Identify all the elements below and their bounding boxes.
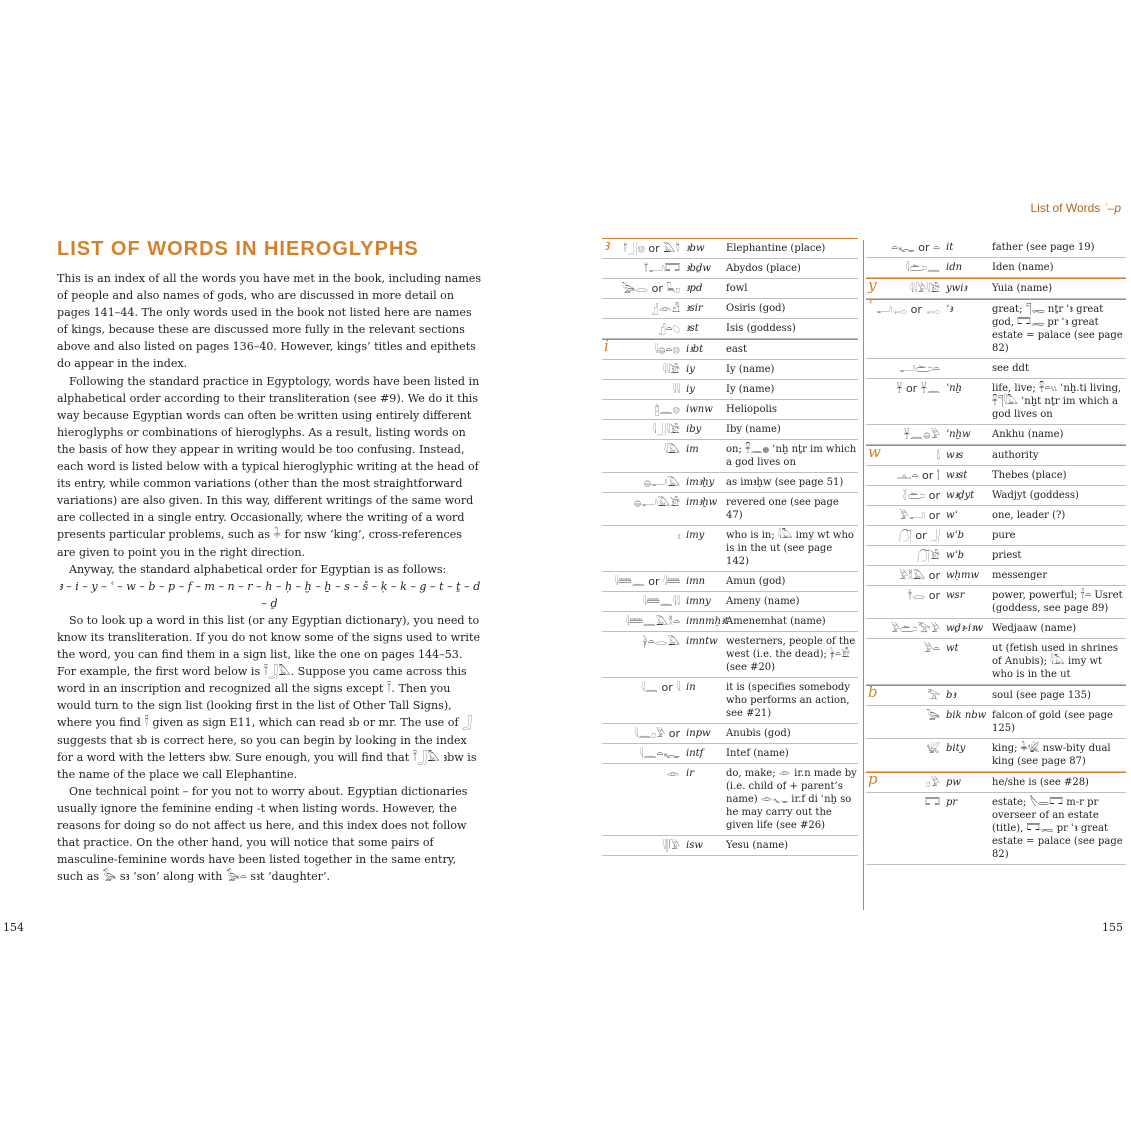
transliteration: ʿꜣ: [946, 304, 953, 315]
word-meaning: fowl: [726, 283, 748, 294]
hieroglyph-writing: 𓇋𓏠𓈖𓅓𓎛𓏏: [625, 615, 680, 628]
section-letter: b: [868, 683, 878, 701]
transliteration: ꜣpd: [686, 283, 703, 294]
word-entry: [602, 259, 858, 279]
word-entry: [866, 278, 1126, 299]
word-entry: [866, 772, 1126, 793]
transliteration: wḥmw: [946, 570, 980, 581]
word-entry: [602, 632, 858, 678]
word-entry: [602, 836, 858, 856]
hieroglyph-writing: 𓁹: [666, 767, 680, 780]
word-meaning: Ankhu (name): [992, 429, 1064, 440]
page-title: LIST OF WORDS IN HIEROGLYPHS: [57, 238, 419, 260]
word-entry: [866, 486, 1126, 506]
word-entry: [866, 379, 1126, 425]
word-meaning: Iden (name): [992, 262, 1054, 273]
transliteration: bity: [946, 743, 966, 754]
hieroglyph-writing: 𓐍𓂝𓅓: [643, 476, 680, 489]
transliteration: ꜣst: [686, 323, 699, 334]
paragraph-3: Anyway, the standard alphabetical order for Egyptian is as follows:: [69, 562, 447, 576]
word-entry: [602, 339, 858, 360]
word-meaning: falcon of gold (see page 125): [992, 710, 1113, 734]
transliteration: wʿb: [946, 530, 965, 541]
word-meaning: who is in; 𓇋𓅓 imy wt who is in the ut (see page 142): [726, 530, 854, 567]
transliteration: ꜣsir: [686, 303, 703, 314]
transliteration: imny: [686, 596, 711, 607]
word-entry: [602, 678, 858, 724]
hieroglyph-writing: 𓊪𓅱: [926, 776, 940, 789]
word-entry: [866, 238, 1126, 258]
word-meaning: Ameny (name): [726, 596, 800, 607]
transliteration: it: [946, 242, 954, 253]
hieroglyph-writing: 𓋹𓈖𓐍𓅱: [903, 428, 940, 441]
transliteration: iꜣbt: [686, 344, 704, 355]
left-page: [0, 0, 565, 1131]
hieroglyph-writing: 𓇋𓈖 or 𓇋: [641, 681, 680, 694]
hieroglyph-writing: 𓊨𓏏𓆇: [658, 322, 680, 335]
word-meaning: Elephantine (place): [726, 243, 826, 254]
word-entry: [866, 566, 1126, 586]
transliteration: wꜣst: [946, 470, 968, 481]
transliteration: iy: [686, 364, 695, 375]
word-entry: [602, 440, 858, 473]
hieroglyph-writing: 𓇌𓅱𓇋𓀀: [909, 282, 940, 295]
transliteration: wʿb: [946, 550, 965, 561]
word-meaning: Isis (goddess): [726, 323, 796, 334]
word-meaning: pure: [992, 530, 1016, 541]
transliteration: wt: [946, 643, 959, 654]
word-meaning: Yuia (name): [992, 283, 1053, 294]
hieroglyph-writing: 𓇋𓐍𓏏𓊖: [654, 343, 680, 356]
word-meaning: Thebes (place): [992, 470, 1067, 481]
paragraph-4: So to look up a word in this list (or any Egyptian dictionary), you need to know its transliteration. If you do not know some of the signs used to write the word, you can find them in a sign list, like the one on pages 144–53. For example, the first word below is 𓍋𓃀𓅓. Suppose you came across this word in an inscription and recognized all the signs except 𓍋. Then you would turn to the sign list (looking first in the list of Other Tall Signs), where you find 𓍋 given as sign E11, which can read ꜣb or mr. The use of 𓃀 suggests that ꜣb is correct here, so you can begin by looking in the index for a word with the letters ꜣbw. Sure enough, you will find that 𓍋𓃀𓅓 ꜣbw is the name of the place we call Elephantine.: [57, 613, 481, 781]
paragraph-1: This is an index of all the words you have met in the book, including names of people and also names of gods, who are discussed in more detail on pages 141–44. The only words used in the book not listed here are names of kings, because these are discussed more fully in the relevant sections above and also listed on pages 136–40. However, kings’ titles and epithets do appear in the index.: [57, 272, 482, 371]
word-entry: [866, 639, 1126, 685]
word-meaning: on; 𓋹𓈖𓐍 ʿnḫ nṯr im which a god lives on: [726, 444, 857, 468]
word-meaning: Heliopolis: [726, 404, 778, 415]
hieroglyph-writing: 𓐍𓂝𓅓𓀀: [633, 496, 680, 509]
word-entry: [866, 359, 1126, 379]
word-meaning: messenger: [992, 570, 1048, 581]
word-meaning: priest: [992, 550, 1022, 561]
word-entry: [866, 445, 1126, 466]
section-letter: p: [868, 770, 878, 788]
transliteration: iwnw: [686, 404, 713, 415]
word-meaning: life, live; 𓋹𓏏𓏭 ʿnḫ.ti living, 𓋹𓊹𓇋𓅓 ʿnḫt nṯr im which a god lives on: [992, 383, 1122, 420]
transliteration: bik nbw: [946, 710, 987, 721]
paragraph-2: Following the standard practice in Egyptology, words have been listed in alphabetical order according to their transliteration (see #9). We do it this way because Egyptian words can often be written using entirely different hieroglyphs or combinations of hieroglyphs. As a result, listing words on the basis of how they appear in writing would be too confusing. Instead, each word is listed below with a typical hieroglyphic writing at the head of its entry, while common variations (other than the most straightforward variations) are also given. In this way, different writings of the same word are collected in a single entry. Occasionally, where the writing of a word presents particular problems, such as 𓇓 for nsw ‘king’, cross-references are given to point you in the right direction.: [57, 374, 480, 559]
word-entry: [866, 706, 1126, 739]
transliteration: wḏꜣ-iꜣw: [946, 623, 984, 634]
hieroglyph-writing: 𓅭𓂋 or 𓆗𓊪: [621, 282, 680, 295]
transliteration: wsr: [946, 590, 965, 601]
word-entry: [602, 299, 858, 319]
hieroglyph-writing: 𓇅𓂧 or: [901, 489, 940, 502]
hieroglyph-writing: 𓆤: [926, 742, 940, 755]
section-letter: w: [868, 443, 881, 461]
hieroglyph-writing: 𓇋𓏠𓈖 or 𓇋𓏠: [614, 575, 680, 588]
section-letter: y: [868, 276, 877, 294]
transliteration: [946, 362, 992, 375]
column-divider: [863, 240, 864, 910]
transliteration: imnmḥꜣt: [686, 616, 729, 627]
transliteration: idn: [946, 262, 963, 273]
word-entry: [866, 258, 1126, 278]
hieroglyph-writing: 𓅡: [927, 689, 940, 702]
word-meaning: king; 𓇓𓆤 nsw-bity dual king (see page 87): [992, 743, 1111, 767]
page-number-left: 154: [3, 921, 24, 934]
transliteration: imꜣḫy: [686, 477, 715, 488]
word-entry: [602, 360, 858, 380]
word-meaning: revered one (see page 47): [726, 497, 839, 521]
word-entry: [602, 279, 858, 299]
transliteration: imntw: [686, 636, 718, 647]
hieroglyph-writing: 𓇋𓋴𓅱: [662, 839, 680, 852]
hieroglyph-writing: 𓇋𓇋𓀀: [662, 363, 680, 376]
word-meaning: see ddt: [992, 363, 1029, 374]
page-number-right: 155: [1102, 921, 1123, 934]
word-entry: [602, 592, 858, 612]
hieroglyph-writing: 𓉺𓈖𓊖: [654, 403, 680, 416]
word-entry: [866, 299, 1126, 359]
hieroglyph-writing: 𓂝𓉻 or 𓉻: [876, 303, 940, 316]
word-entry: [866, 506, 1126, 526]
transliteration: ʿnḫw: [946, 429, 971, 440]
word-meaning: Intef (name): [726, 748, 789, 759]
word-meaning: Amun (god): [726, 576, 786, 587]
transliteration: wʿ: [946, 510, 958, 521]
hieroglyph-writing: 𓏏𓆑 or 𓏏: [891, 241, 940, 254]
hieroglyph-writing: 𓋀𓏏𓂋𓅓: [642, 635, 680, 648]
word-entry: [602, 572, 858, 592]
word-meaning: it is (specifies somebody who performs an action, see #21): [726, 682, 850, 719]
transliteration: imy: [686, 530, 705, 541]
word-entry: [602, 238, 858, 259]
word-meaning: east: [726, 344, 748, 355]
hieroglyph-writing: 𓏤: [677, 529, 680, 542]
transliteration: ir: [686, 768, 694, 779]
word-meaning: ut (fetish used in shrines of Anubis); 𓇋𓅓 imy wt who is in the ut: [992, 643, 1119, 680]
word-entry: [602, 400, 858, 420]
hieroglyph-writing: 𓋹 or 𓋹𓈖: [896, 382, 940, 395]
word-list-column-1: [602, 238, 858, 856]
word-entry: [602, 764, 858, 836]
transliteration: imꜣḫw: [686, 497, 718, 508]
running-head: [1031, 201, 1122, 215]
hieroglyph-writing: 𓅭: [926, 709, 940, 722]
hieroglyph-writing: 𓇋𓃀𓇋𓀀: [652, 423, 680, 436]
section-letter: ꜣ: [604, 236, 610, 254]
hieroglyph-writing: 𓇋𓅓: [663, 443, 680, 456]
transliteration: inpw: [686, 728, 711, 739]
transliteration: intf: [686, 748, 704, 759]
word-entry: [602, 380, 858, 400]
hieroglyph-writing: 𓇋𓈖𓏏𓆑: [639, 747, 680, 760]
transliteration: ywiꜣ: [946, 283, 967, 294]
word-meaning: great; 𓊹𓉻 nṯr ʿꜣ great god, 𓉐𓉻 pr ʿꜣ great estate = palace (see page 82): [992, 304, 1123, 354]
hieroglyph-writing: 𓇋𓂧𓈖: [905, 261, 940, 274]
section-letter: i: [604, 337, 609, 355]
word-entry: [866, 739, 1126, 772]
hieroglyph-writing: 𓃂 or 𓃀: [898, 529, 940, 542]
hieroglyph-writing: 𓍋𓂝𓉐: [643, 262, 680, 275]
transliteration: isw: [686, 840, 703, 851]
hieroglyph-writing: 𓌃: [936, 449, 940, 462]
word-meaning: Yesu (name): [726, 840, 789, 851]
hieroglyph-writing: 𓇋𓇋: [672, 383, 680, 396]
word-meaning: Amenemhat (name): [726, 616, 826, 627]
word-entry: [866, 793, 1126, 865]
word-meaning: estate; 𓌸𓂋𓉐 m-r pr overseer of an estate (title), 𓉐𓉻 pr ʿꜣ great estate = palace (see page 82): [992, 797, 1123, 860]
word-meaning: Abydos (place): [726, 263, 801, 274]
transliteration: pw: [946, 777, 961, 788]
word-entry: [602, 744, 858, 764]
word-entry: [602, 493, 858, 526]
transliteration: ꜣbw: [686, 243, 705, 254]
hieroglyph-writing: 𓊨𓁹𓀭: [651, 302, 680, 315]
section-letter: ʿ: [868, 297, 873, 315]
word-meaning: Wedjaaw (name): [992, 623, 1077, 634]
word-meaning: father (see page 19): [992, 242, 1095, 253]
word-meaning: westerners, people of the west (i.e. the dead); 𓋀𓏏𓀀 (see #20): [726, 636, 856, 673]
hieroglyph-writing: 𓅱𓂧𓅡𓅱: [890, 622, 940, 635]
hieroglyph-writing: 𓂝𓂧𓏏: [899, 362, 940, 375]
intro-text: [57, 270, 482, 885]
word-meaning: Iby (name): [726, 424, 781, 435]
hieroglyph-writing: 𓃂𓀀: [917, 549, 940, 562]
hieroglyph-writing: 𓅱𓂝 or: [899, 509, 940, 522]
transliteration: in: [686, 682, 696, 693]
word-entry: [866, 685, 1126, 706]
word-entry: [602, 526, 858, 572]
word-entry: [866, 425, 1126, 445]
transliteration: ʿnḫ: [946, 383, 962, 394]
word-meaning: power, powerful; 𓌂𓏏 Usret (goddess, see page 89): [992, 590, 1123, 614]
alphabet-order: ꜣ – i – y – ʿ – w – b – p – f – m – n – r – h – ḥ – ḫ – ẖ – s – š – ḳ – k – g – t – ṯ – d – ḏ: [58, 579, 481, 610]
word-meaning: Wadjyt (goddess): [992, 490, 1079, 501]
word-entry: [602, 473, 858, 493]
word-entry: [866, 466, 1126, 486]
word-meaning: as imꜣḫw (see page 51): [726, 477, 844, 488]
running-head-range: ʿ–p: [1103, 201, 1121, 215]
transliteration: bꜣ: [946, 690, 956, 701]
word-entry: [602, 724, 858, 744]
word-entry: [866, 619, 1126, 639]
word-meaning: soul (see page 135): [992, 690, 1091, 701]
hieroglyph-writing: 𓉐: [924, 796, 940, 809]
word-meaning: he/she is (see #28): [992, 777, 1089, 788]
word-entry: [602, 319, 858, 339]
transliteration: iby: [686, 424, 702, 435]
word-meaning: do, make; 𓁹 ir.n made by (i.e. child of + parent’s name) 𓁹𓆑 ir.f di ʿnḫ so he may carry out the given life (see #26): [726, 768, 857, 831]
paragraph-5: One technical point – for you not to worry about. Egyptian dictionaries usually ignore the feminine ending -t when listing words. However, the reasons for doing so do not affect us here, and this index does not follow that practice. On the other hand, you will notice that some pairs of masculine-feminine words have been listed together in the same entry, such as 𓅭 sꜣ ‘son’ along with 𓅭𓏏 sꜣt ‘daughter’.: [57, 784, 468, 884]
hieroglyph-writing: 𓇋𓈖𓊪𓅱 or: [634, 727, 680, 740]
transliteration: im: [686, 444, 699, 455]
hieroglyph-writing: 𓇋𓏠𓈖𓇌: [642, 595, 680, 608]
word-entry: [602, 420, 858, 440]
word-meaning: authority: [992, 450, 1039, 461]
word-entry: [866, 546, 1126, 566]
hieroglyph-writing: 𓊵𓏏 or 𓌀: [896, 469, 940, 482]
word-meaning: Anubis (god): [726, 728, 791, 739]
transliteration: iy: [686, 384, 695, 395]
running-head-text: List of Words: [1030, 201, 1101, 215]
transliteration: imn: [686, 576, 706, 587]
transliteration: ꜣbḏw: [686, 263, 711, 274]
hieroglyph-writing: 𓌂𓂋 or: [907, 589, 940, 602]
word-meaning: Osiris (god): [726, 303, 786, 314]
word-entry: [602, 612, 858, 632]
right-page: [566, 0, 1131, 1131]
hieroglyph-writing: 𓍋𓃀𓊖 or 𓅓𓍋: [623, 242, 680, 255]
word-meaning: one, leader (?): [992, 510, 1066, 521]
word-entry: [866, 526, 1126, 546]
hieroglyph-writing: 𓅱𓏏: [923, 642, 940, 655]
word-list-column-2: [866, 238, 1126, 865]
word-meaning: Iy (name): [726, 384, 775, 395]
transliteration: wꜣḏyt: [946, 490, 975, 501]
hieroglyph-writing: 𓅱𓎛𓅓 or: [898, 569, 940, 582]
word-meaning: Iy (name): [726, 364, 775, 375]
transliteration: wꜣs: [946, 450, 964, 461]
transliteration: pr: [946, 797, 958, 808]
word-entry: [866, 586, 1126, 619]
